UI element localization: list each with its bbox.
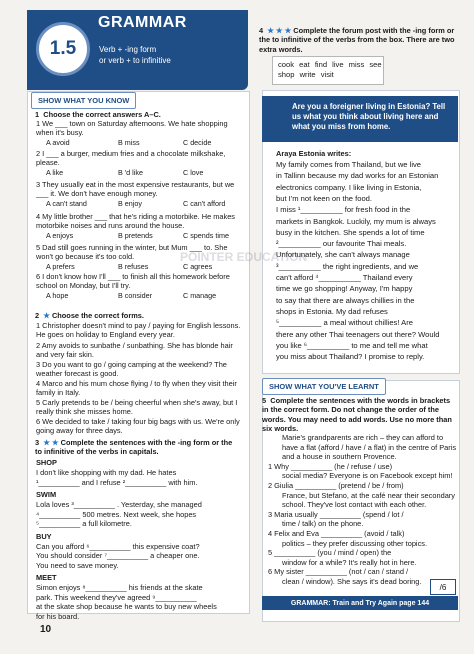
- ex2-item: 1 Christopher doesn't mind to pay / paying for English lessons. He goes on holiday to England every year.: [36, 321, 241, 340]
- forum-line: shops in Estonia. My dad refuses: [276, 306, 388, 316]
- ex3-line: ⁵__________ a full kilometre.: [36, 519, 132, 528]
- ex1-option-b: B 'd like: [118, 168, 143, 177]
- ex5-line: France, but Stefano, at the café near their secondary: [282, 490, 455, 500]
- ex4-instruction: 4 ★ ★ ★ Complete the forum post with the -ing form or the to infinitive of the verbs from the box. There are two extra words.: [259, 26, 455, 54]
- forum-line: but I'm not keen on the food.: [276, 193, 373, 203]
- ex1-option-b: B refuses: [118, 262, 149, 271]
- ex3-line: ⁴__________ 500 metres. Next week, she hopes: [36, 509, 197, 519]
- ex1-item-text: 4 My little brother ___ that he's riding a motorbike. He makes motorbike noises and runs around the house.: [36, 212, 235, 231]
- ex3-instruction: 3 ★ ★ Complete the sentences with the -ing form or the to infinitive of the verbs in capitals.: [35, 438, 233, 457]
- forum-line: in Tallinn because my dad works for an Estonian: [276, 171, 439, 181]
- ex1-item-text: 2 I ___ a burger, medium fries and a chocolate milkshake, please.: [36, 149, 226, 168]
- section-subtitle: Verb + -ing form or verb + to infinitive: [99, 45, 171, 65]
- forum-line: markets in Bangkok. Luckily, my mum is always: [276, 216, 436, 226]
- forum-line: time we go shopping! Anyway, I'm happy: [276, 284, 413, 294]
- ex1-option-c: C can't afford: [183, 199, 226, 208]
- ex1-option-c: C love: [183, 168, 204, 177]
- ex5-line: 2 Giulia __________ (pretend / be / from): [268, 481, 404, 490]
- ex5-line: and a house in southern Provence.: [282, 452, 397, 462]
- ex2-item: 5 Carly pretends to be / being cheerful when she's away, but I really think she misses home.: [36, 398, 238, 417]
- forum-line: electronics company. I like living in Estonia,: [276, 182, 422, 192]
- forum-line: there any other Thai teenagers out there? Would: [276, 329, 440, 339]
- ex3-line: Lola loves ³__________ . Yesterday, she managed: [36, 500, 202, 509]
- ex2-instruction: 2 ★ Choose the correct forms.: [35, 311, 144, 320]
- ex5-instruction: 5 Complete the sentences with the words in brackets in the correct form. Do not change the order of the words. You may need to add words. Use no more than six words.: [262, 396, 452, 434]
- ex3-line: Simon enjoys ⁸__________ his friends at the skate: [36, 583, 203, 592]
- ex5-line: clean / window). She says it's dead boring.: [282, 577, 422, 586]
- ex5-line: 6 My sister __________ (not / can / stand /: [268, 567, 409, 577]
- forum-line: you like ⁶__________ to me and tell me what: [276, 340, 428, 350]
- word-box-words: cook eat find live miss see shop write visit: [278, 60, 382, 79]
- ex5-line: Marie's grandparents are rich – they can afford to: [282, 433, 444, 442]
- forum-line: to say that there are always chillies in the: [276, 295, 415, 305]
- ex1-item-text: 1 We ___ town on Saturday afternoons. We hate shopping when it's busy.: [36, 119, 228, 138]
- ex1-option-a: A hope: [46, 291, 69, 300]
- footer-banner: GRAMMAR: Train and Try Again page 144: [262, 596, 458, 610]
- ex1-option-a: A enjoys: [46, 231, 74, 240]
- ex5-line: politics – they prefer discussing other topics.: [282, 538, 428, 548]
- ex5-line: time / talk) on the phone.: [282, 519, 364, 529]
- ex3-line: You need to save money.: [36, 560, 119, 570]
- ex5-line: have a flat (afford / have / a flat) in the centre of Paris: [282, 442, 457, 452]
- ex1-option-a: A avoid: [46, 138, 70, 147]
- ex1-option-b: B pretends: [118, 231, 153, 240]
- watermark: POINTER EDUCATION: [180, 250, 308, 264]
- page-number: 10: [40, 624, 52, 635]
- ex3-verb: SHOP: [36, 458, 57, 467]
- ex3-line: Can you afford ⁶__________ this expensive coat?: [36, 541, 200, 551]
- ex2-item: 6 We decided to take / taking four big bags with us. We're only going away for three days.: [36, 417, 240, 436]
- ex1-option-c: C manage: [183, 291, 217, 300]
- ex1-option-b: B enjoy: [118, 199, 142, 208]
- ex5-line: school. They've lost contact with each other.: [282, 500, 427, 510]
- lesson-badge: 1.5: [36, 22, 90, 76]
- ex2-item: 2 Amy avoids to sunbathe / sunbathing. She has blonde hair and very fair skin.: [36, 341, 233, 360]
- forum-line: I miss ¹__________ for fresh food in the: [276, 205, 411, 215]
- ex5-line: 3 Maria usually __________ (spend / lot /: [268, 509, 404, 519]
- forum-line: ⁵__________ a meal without chillies! Are: [276, 318, 413, 328]
- ex1-item-text: 3 They usually eat in the most expensive restaurants, but we ___ it. We don't have enough money.: [36, 180, 235, 199]
- ex1-option-c: C spends time: [183, 231, 229, 240]
- ex3-line: park. This weekend they've agreed ⁹__________: [36, 592, 197, 602]
- forum-question: Are you a foreigner living in Estonia? Tell us what you think about living here and what you miss from home.: [292, 102, 446, 131]
- ex3-line: ¹__________ and I refuse ²__________ with him.: [36, 477, 198, 487]
- forum-line: you miss about Thailand? I promise to reply.: [276, 352, 425, 362]
- forum-line: My family comes from Thailand, but we live: [276, 160, 422, 169]
- forum-line: ²__________ our favourite Thai meals.: [276, 239, 407, 249]
- section-title: GRAMMAR: [98, 14, 187, 31]
- forum-line: can't afford ⁴__________ Thailand every: [276, 273, 413, 282]
- ex1-option-a: A prefers: [46, 262, 75, 271]
- ex1-item-text: 6 I don't know how I'll ___ to finish all this homework before school on Monday, but I'll try.: [36, 272, 230, 291]
- ex5-line: 4 Felix and Eva __________ (avoid / talk): [268, 529, 405, 538]
- ex1-option-a: A like: [46, 168, 64, 177]
- forum-line: ³__________ the right ingredients, and we: [276, 261, 419, 271]
- ex1-option-c: C agrees: [183, 262, 213, 271]
- ex3-verb: BUY: [36, 531, 52, 541]
- show-what-you-know-tag: SHOW WHAT YOU KNOW: [31, 92, 136, 109]
- ex1-option-a: A can't stand: [46, 199, 87, 208]
- show-what-youve-learnt-tag: SHOW WHAT YOU'VE LEARNT: [262, 378, 386, 395]
- word-box: [272, 56, 384, 85]
- ex1-instruction: 1 Choose the correct answers A–C.: [35, 110, 161, 119]
- ex2-item: 3 Do you want to go / going camping at the weekend? The weather forecast is good.: [36, 360, 227, 379]
- forum-line: busy in the kitchen. She spends a lot of time: [276, 227, 425, 237]
- ex1-option-b: B miss: [118, 138, 140, 147]
- ex3-line: at the skate shop because he wants to buy new wheels: [36, 602, 217, 611]
- ex1-item-text: 5 Dad still goes running in the winter, but Mum ___ to. She won't go because it's too cold.: [36, 243, 228, 262]
- ex5-line: window for a while? It's really hot in here.: [282, 557, 417, 567]
- ex1-option-b: B consider: [118, 291, 152, 300]
- forum-author: Araya Estonia writes:: [276, 149, 352, 158]
- ex2-item: 4 Marco and his mum chose flying / to fly when they visit their family in Italy.: [36, 379, 237, 398]
- score-box: /6: [430, 579, 456, 595]
- ex3-verb: SWIM: [36, 490, 57, 499]
- ex3-verb: MEET: [36, 573, 57, 582]
- ex3-line: for his board.: [36, 611, 80, 621]
- ex5-line: 5 __________ (you / mind / open) the: [268, 548, 392, 558]
- ex5-line: 1 Why __________ (he / refuse / use): [268, 461, 393, 471]
- ex3-line: I don't like shopping with my dad. He hates: [36, 468, 177, 477]
- forum-line: Unfortunately, she can't always manage: [276, 250, 410, 260]
- ex5-line: social media? Everyone is on Facebook except him!: [282, 471, 453, 481]
- ex3-line: You should consider ⁷__________ a cheaper one.: [36, 551, 200, 560]
- ex1-option-c: C decide: [183, 138, 212, 147]
